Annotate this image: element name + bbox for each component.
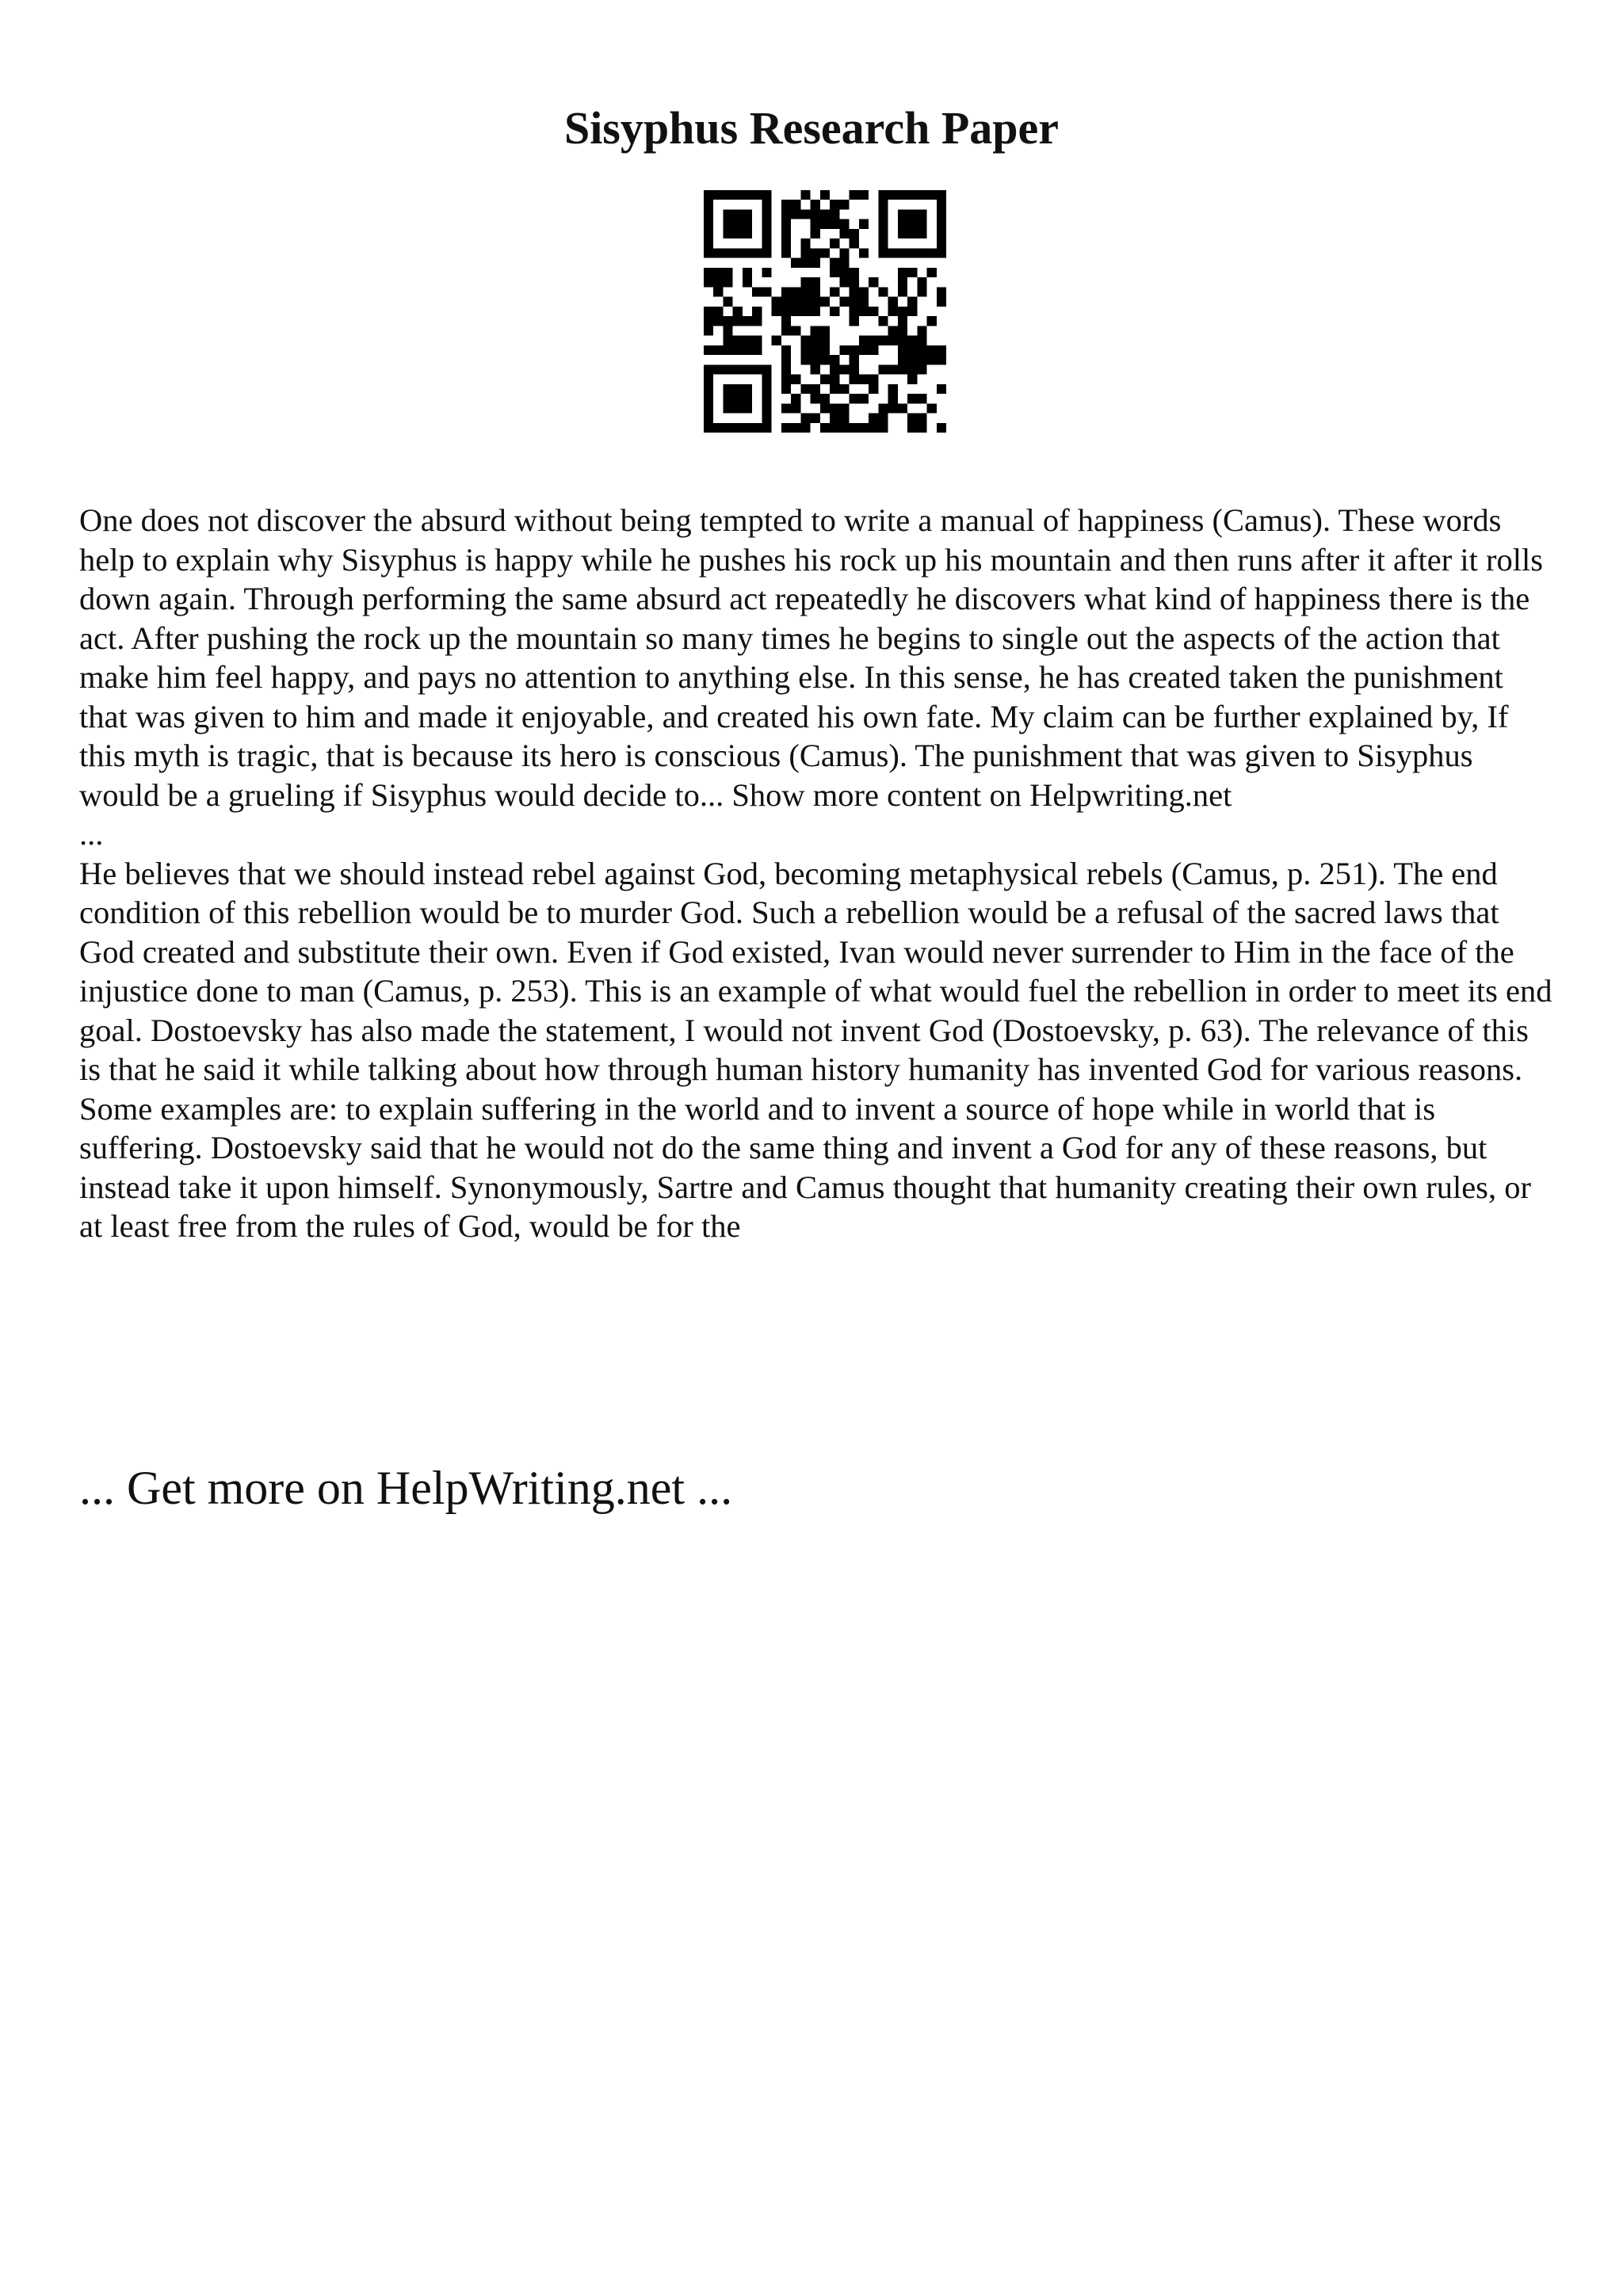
paragraph-1: One does not discover the absurd without being tempted to write a manual of happiness (Camus). These words help to explain why Sisyphus is happy while he pushes his rock up his mountain and then runs after it after it rolls down again. Through performing the same absurd act repeatedly he discovers what kind of happiness there is the act. After pushing the rock up the mountain so many times he begins to single out the aspects of the action that make him feel happy, and pays no attention to anything else. In this sense, he has created taken the punishment that was given to him and made it enjoyable, and created his own fate. My claim can be further explained by, If this myth is tragic, that is because its hero is conscious (Camus). The punishment that was given to Sisyphus would be a grueling if Sisyphus would decide to... Show more content on Helpwriting.net: [79, 502, 1543, 813]
ellipsis-separator: ...: [79, 816, 104, 852]
get-more-link[interactable]: ... Get more on HelpWriting.net ...: [79, 1462, 733, 1514]
paragraph-2: He believes that we should instead rebel against God, becoming metaphysical rebels (Camus, p. 251). The end condition of this rebellion would be to murder God. Such a rebellion would be a refusal of the sacred laws that God created and substitute their own. Even if God existed, Ivan would never surrender to Him in the face of the injustice done to man (Camus, p. 253). This is an example of what would fuel the rebellion in order to meet its end goal. Dostoevsky has also made the statement, I would not invent God (Dostoevsky, p. 63). The relevance of this is that he said it while talking about how through human history humanity has invented God for various reasons. Some examples are: to explain suffering in the world and to invent a source of hope while in world that is suffering. Dostoevsky said that he would not do the same thing and invent a God for any of these reasons, but instead take it upon himself. Synonymously, Sartre and Camus thought that humanity creating their own rules, or at least free from the rules of God, would be for the: [79, 855, 1552, 1244]
page-title: Sisyphus Research Paper: [563, 102, 1060, 154]
qr-code-icon[interactable]: [704, 190, 946, 433]
article-body: [79, 501, 1553, 1246]
